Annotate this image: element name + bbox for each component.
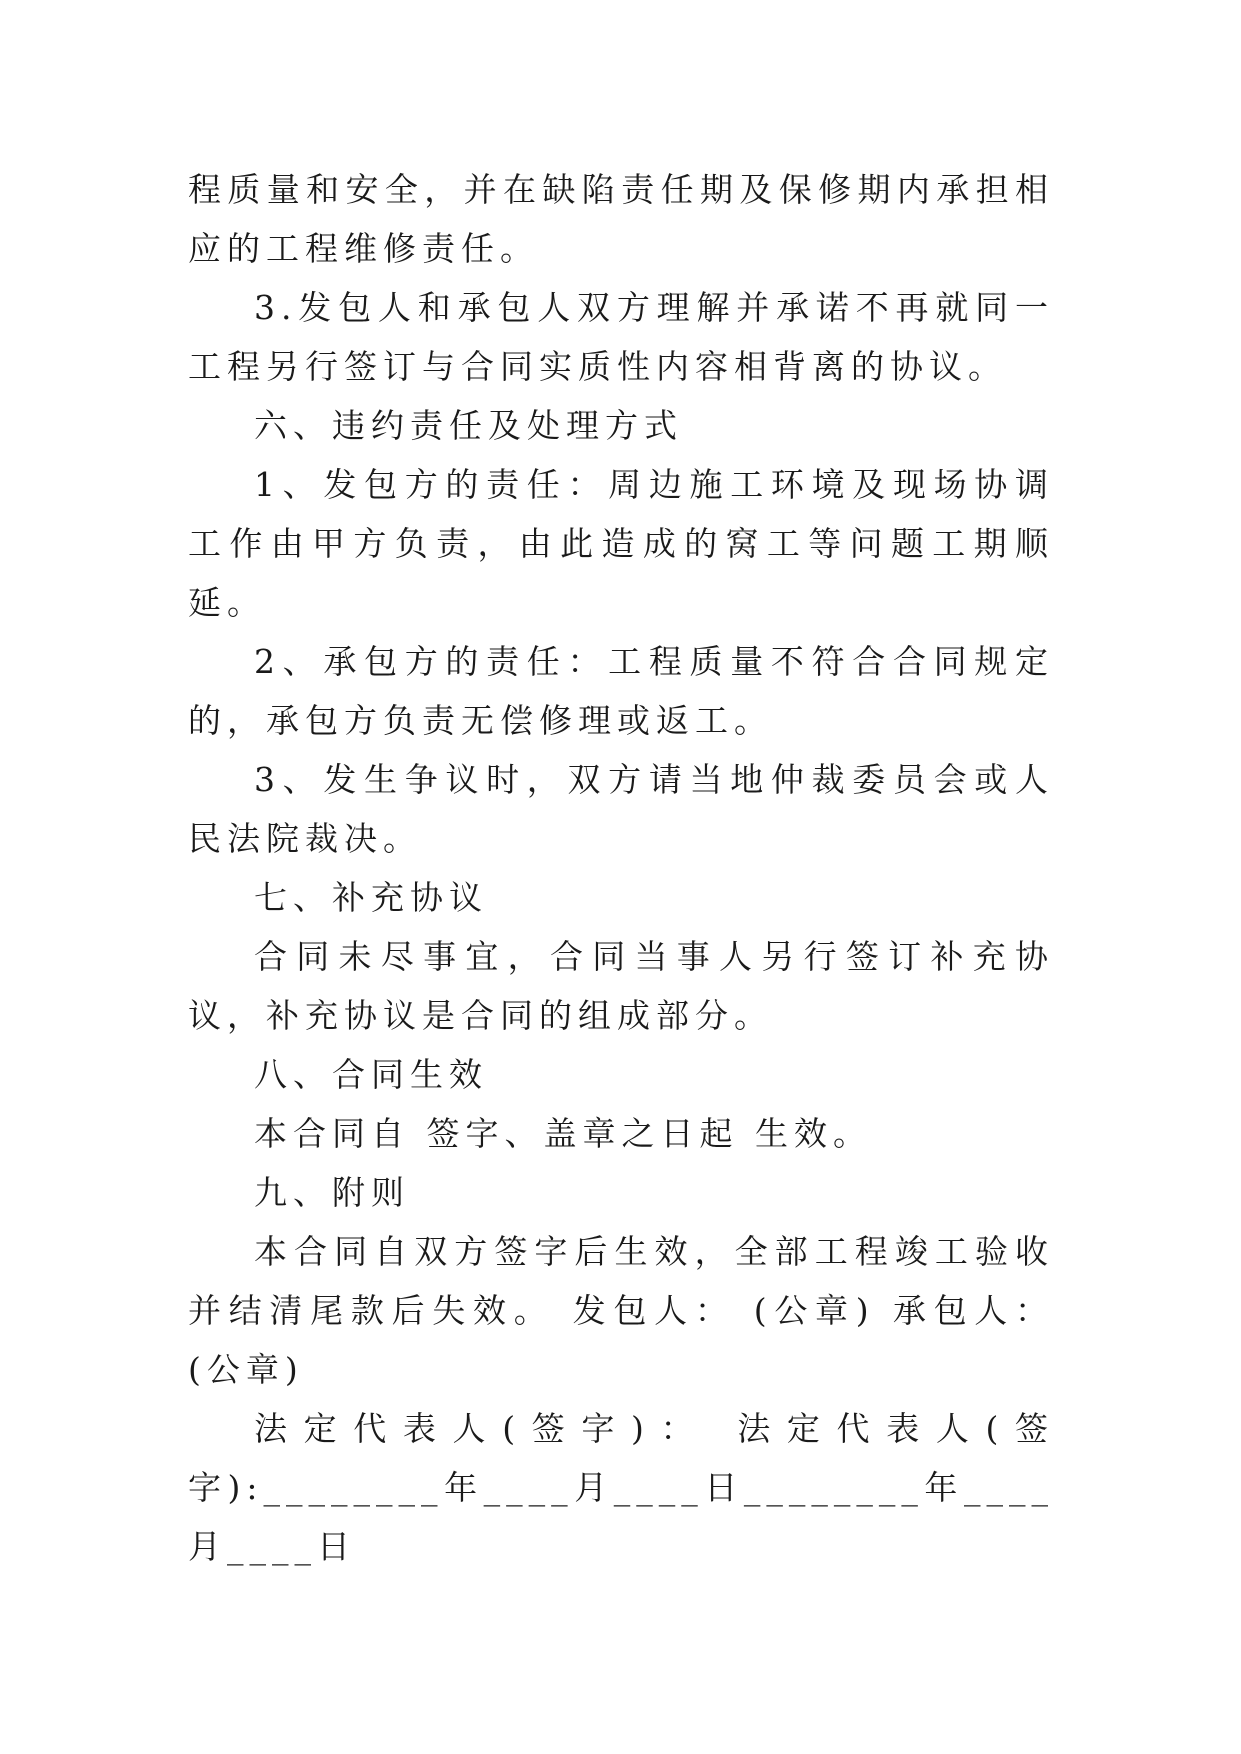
paragraph-general-provisions: 本合同自双方签字后生效，全部工程竣工验收并结清尾款后失效。 发包人： (公章) 承包人： (公章) (188, 1232, 1054, 1389)
paragraph-effective-date: 本合同自 签字、盖章之日起 生效。 (254, 1114, 872, 1153)
paragraph-quality-responsibility: 程质量和安全，并在缺陷责任期及保修期内承担相应的工程维修责任。 (188, 170, 1054, 268)
paragraph-employer-responsibility: 1、发包方的责任：周边施工环境及现场协调工作由甲方负责，由此造成的窝工等问题工期顺延。 (188, 465, 1054, 622)
section-heading-supplementary: 七、补充协议 (254, 878, 488, 917)
section-heading-breach-liability: 六、违约责任及处理方式 (254, 406, 683, 445)
signature-lines: 法定代表人(签字)： 法定代表人(签字):________年____月____日________年____月____日 (188, 1409, 1054, 1566)
paragraph-dispute-resolution: 3、发生争议时，双方请当地仲裁委员会或人民法院裁决。 (188, 760, 1054, 858)
paragraph-contractor-responsibility: 2、承包方的责任：工程质量不符合合同规定的，承包方负责无偿修理或返工。 (188, 642, 1054, 740)
paragraph-supplementary-agreement: 合同未尽事宜，合同当事人另行签订补充协议，补充协议是合同的组成部分。 (188, 937, 1054, 1035)
section-heading-general-provisions: 九、附则 (254, 1173, 410, 1212)
document-body (188, 160, 1054, 1576)
section-heading-effectiveness: 八、合同生效 (254, 1055, 488, 1094)
paragraph-no-conflicting-agreement: 3.发包人和承包人双方理解并承诺不再就同一工程另行签订与合同实质性内容相背离的协议。 (188, 288, 1054, 386)
